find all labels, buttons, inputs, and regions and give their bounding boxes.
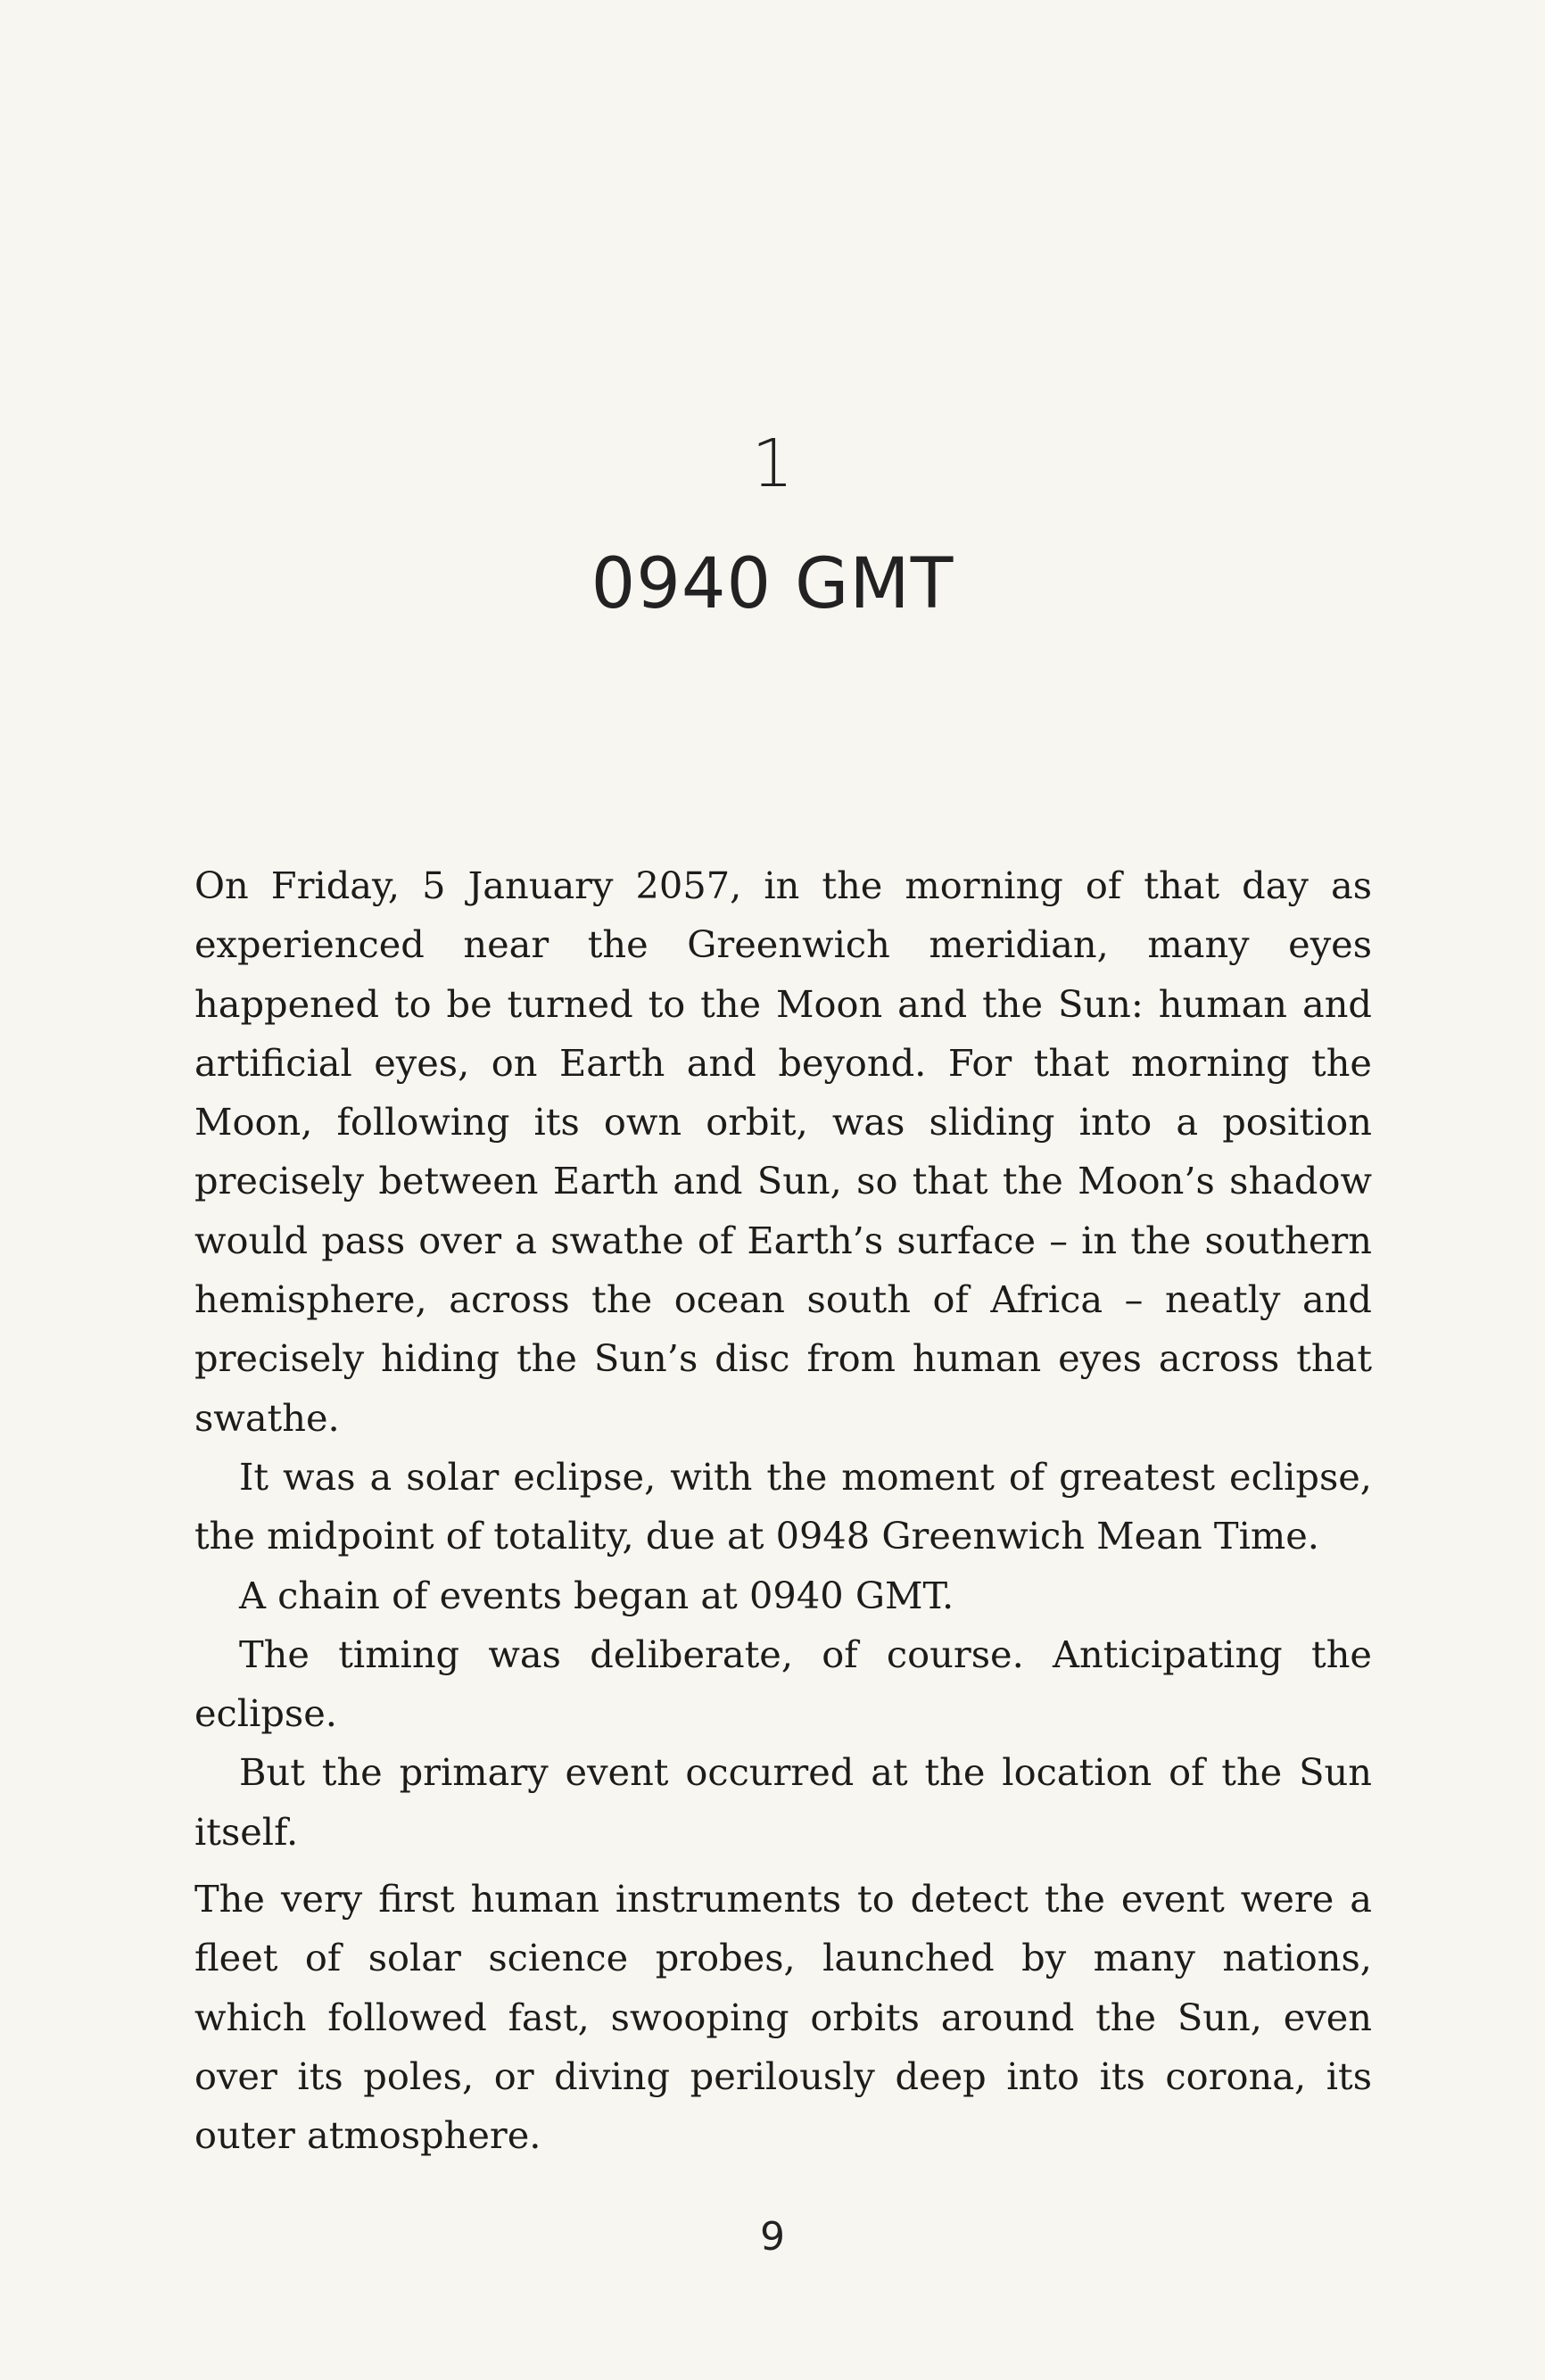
paragraph: The very first human instruments to detect the event were a fleet of solar science probes, launched by many nations, which followed fast, swooping orbits around the Sun, even over its poles, or diving perilously deep into its corona, its outer atmosphere. [194, 1877, 1372, 2158]
paragraph: It was a solar eclipse, with the moment of greatest eclipse, the midpoint of totality, due at 0948 Greenwich Mean Time. [194, 1454, 1372, 1558]
paragraph: But the primary event occurred at the location of the Sun itself. [194, 1750, 1372, 1854]
paragraph: On Friday, 5 January 2057, in the morning of that day as experienced near the Greenwich meridian, many eyes happened to be turned to the Moon and the Sun: human and artificial eyes, on Earth and beyond. For that morning the Moon, following its own orbit, was sliding into a position precisely between Earth and Sun, so that the Moon’s shadow would pass over a swathe of Earth’s surface – in the southern hemisphere, across the ocean south of Africa – neatly and precisely hiding the Sun’s disc from human eyes across that swathe. [194, 864, 1372, 1440]
body-section-two [194, 1870, 1372, 2165]
body-section-one [194, 856, 1372, 1862]
chapter-title: 0940 GMT [591, 544, 954, 624]
paragraph: A chain of events began at 0940 GMT. [239, 1573, 954, 1617]
paragraph: The timing was deliberate, of course. Anticipating the eclipse. [194, 1632, 1372, 1736]
page-number: 9 [760, 2214, 785, 2260]
chapter-number: 1 [751, 426, 794, 502]
